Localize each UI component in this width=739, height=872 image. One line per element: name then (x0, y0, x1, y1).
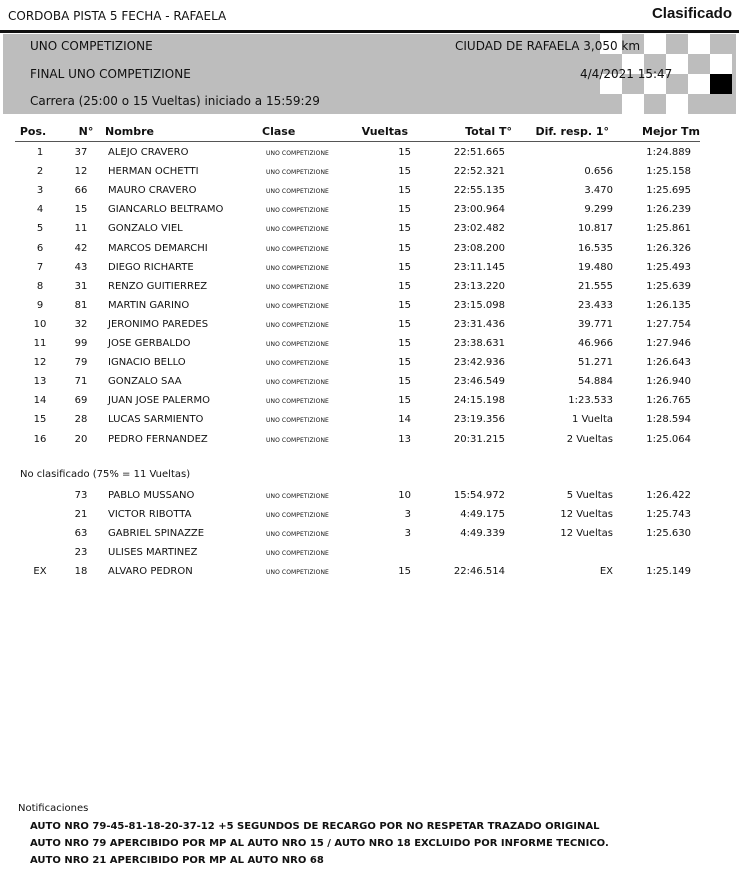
cell-total-time: 23:42.936 (453, 357, 505, 369)
cell-best-lap: 1:25.630 (646, 528, 691, 539)
cell-gap: 1:23.533 (568, 395, 613, 407)
cell-class: UNO COMPETIZIONE (266, 360, 329, 368)
cell-class: UNO COMPETIZIONE (266, 226, 329, 234)
cell-name: PABLO MUSSANO (108, 490, 195, 501)
cell-class: UNO COMPETIZIONE (266, 169, 329, 177)
cell-name: GABRIEL SPINAZZE (108, 528, 205, 539)
event-info-box (3, 34, 736, 114)
cell-gap: 0.656 (584, 166, 613, 178)
cell-pos: 14 (33, 395, 47, 407)
cell-total-time: 22:55.135 (453, 185, 505, 197)
cell-name: ULISES MARTINEZ (108, 547, 198, 558)
cell-laps: 15 (398, 223, 411, 235)
cell-pos: 11 (33, 338, 47, 349)
cell-gap: 10.817 (578, 223, 613, 235)
table-row (0, 563, 739, 582)
cell-best-lap: 1:28.594 (646, 414, 691, 426)
cell-total-time: 23:00.964 (453, 204, 505, 216)
cell-number: 15 (74, 204, 88, 216)
cell-number: 11 (74, 223, 88, 235)
cell-class: UNO COMPETIZIONE (266, 188, 329, 196)
cell-laps: 15 (398, 280, 411, 292)
table-row (0, 316, 739, 335)
cell-laps: 15 (398, 318, 411, 330)
cell-class: UNO COMPETIZIONE (266, 245, 329, 253)
cell-gap: 39.771 (578, 318, 613, 330)
cell-gap: 1 Vuelta (571, 414, 613, 426)
cell-best-lap: 1:25.158 (646, 166, 691, 178)
cell-name: HERMAN OCHETTI (108, 166, 199, 178)
cell-number: 43 (74, 261, 88, 273)
cell-number: 12 (74, 166, 88, 178)
cell-best-lap: 1:26.326 (646, 242, 691, 254)
cell-class: UNO COMPETIZIONE (266, 493, 329, 500)
cell-best-lap: 1:25.493 (646, 261, 691, 273)
cell-laps: 15 (398, 338, 411, 349)
col-total-time: Total T° (465, 125, 512, 138)
cell-class: UNO COMPETIZIONE (266, 321, 329, 329)
cell-name: JOSE GERBALDO (108, 338, 191, 349)
cell-name: ALEJO CRAVERO (108, 147, 189, 158)
cell-name: ALVARO PEDRON (108, 566, 193, 577)
cell-number: 18 (74, 566, 88, 577)
cell-pos: EX (33, 566, 47, 577)
series-name: UNO COMPETIZIONE (30, 39, 153, 53)
cell-class: UNO COMPETIZIONE (266, 283, 329, 291)
circuit-name: CIUDAD DE RAFAELA 3,050 km (455, 39, 641, 53)
cell-gap: 54.884 (578, 376, 613, 388)
status-title: Clasificado (651, 5, 732, 22)
cell-pos: 7 (36, 261, 44, 273)
cell-number: 63 (74, 528, 88, 539)
cell-laps: 15 (398, 395, 411, 407)
table-row (0, 392, 739, 411)
event-title: CORDOBA PISTA 5 FECHA - RAFAELA (8, 9, 227, 23)
cell-name: PEDRO FERNANDEZ (108, 433, 208, 445)
table-row (0, 144, 739, 163)
cell-best-lap: 1:25.695 (646, 185, 691, 197)
cell-pos: 6 (36, 242, 44, 254)
cell-best-lap: 1:26.643 (646, 357, 691, 369)
cell-laps: 15 (398, 566, 411, 577)
cell-gap: 2 Vueltas (566, 433, 613, 445)
cell-gap: 3.470 (584, 185, 613, 197)
table-row (0, 354, 739, 373)
table-row (0, 506, 739, 525)
cell-total-time: 23:08.200 (453, 242, 505, 254)
cell-gap: 12 Vueltas (560, 509, 613, 520)
cell-best-lap: 1:26.422 (646, 490, 691, 501)
race-info: Carrera (25:00 o 15 Vueltas) iniciado a 15:59:29 (30, 94, 320, 108)
cell-number: 69 (74, 395, 88, 407)
cell-class: UNO COMPETIZIONE (266, 150, 329, 157)
cell-laps: 15 (398, 166, 411, 178)
cell-class: UNO COMPETIZIONE (266, 379, 329, 387)
top-bar (0, 0, 739, 33)
cell-pos: 2 (36, 166, 44, 178)
notification-line: AUTO NRO 79 APERCIBIDO POR MP AL AUTO NRO 15 / AUTO NRO 18 EXCLUIDO POR INFORME TECNICO. (30, 838, 609, 849)
cell-class: UNO COMPETIZIONE (266, 531, 329, 538)
cell-class: UNO COMPETIZIONE (266, 569, 329, 576)
cell-name: MAURO CRAVERO (108, 185, 197, 197)
cell-laps: 3 (404, 509, 411, 520)
cell-best-lap: 1:26.765 (646, 395, 691, 407)
cell-pos: 9 (36, 299, 44, 311)
col-best-lap: Mejor Tm (642, 125, 700, 138)
cell-gap: 51.271 (578, 357, 613, 369)
col-name: Nombre (105, 125, 154, 138)
cell-best-lap: 1:25.743 (646, 509, 691, 520)
cell-gap: 12 Vueltas (560, 528, 613, 539)
cell-gap: 23.433 (578, 299, 613, 311)
table-row (0, 544, 739, 563)
table-row (0, 373, 739, 392)
cell-pos: 16 (33, 433, 47, 445)
cell-number: 66 (74, 185, 88, 197)
cell-laps: 15 (398, 185, 411, 197)
cell-total-time: 23:11.145 (453, 261, 505, 273)
cell-number: 31 (74, 280, 88, 292)
cell-name: GONZALO VIEL (108, 223, 183, 235)
cell-total-time: 4:49.175 (460, 509, 505, 520)
cell-laps: 15 (398, 147, 411, 158)
cell-total-time: 24:15.198 (453, 395, 505, 407)
cell-best-lap: 1:24.889 (646, 147, 691, 158)
cell-number: 99 (74, 338, 88, 349)
col-gap: Dif. resp. 1° (535, 125, 609, 138)
col-number: N° (78, 125, 94, 138)
cell-laps: 15 (398, 299, 411, 311)
table-row (0, 335, 739, 354)
cell-pos: 10 (33, 318, 47, 330)
cell-laps: 15 (398, 242, 411, 254)
cell-class: UNO COMPETIZIONE (266, 207, 329, 215)
cell-laps: 15 (398, 357, 411, 369)
cell-name: DIEGO RICHARTE (108, 261, 194, 273)
cell-gap: 19.480 (578, 261, 613, 273)
table-row (0, 278, 739, 297)
cell-number: 73 (74, 490, 88, 501)
not-classified-label: No clasificado (75% = 11 Vueltas) (20, 469, 191, 480)
cell-total-time: 22:52.321 (453, 166, 505, 178)
cell-total-time: 4:49.339 (460, 528, 505, 539)
cell-gap: 9.299 (584, 204, 613, 216)
cell-pos: 1 (36, 147, 44, 158)
cell-best-lap: 1:25.149 (646, 566, 691, 577)
cell-name: RENZO GUITIERREZ (108, 280, 208, 292)
table-row (0, 487, 739, 506)
table-row (0, 259, 739, 278)
cell-class: UNO COMPETIZIONE (266, 264, 329, 272)
table-row (0, 240, 739, 259)
table-row (0, 411, 739, 430)
col-pos: Pos. (19, 125, 47, 138)
cell-total-time: 23:13.220 (453, 280, 505, 292)
notification-line: AUTO NRO 21 APERCIBIDO POR MP AL AUTO NRO 68 (30, 855, 324, 866)
cell-total-time: 23:02.482 (453, 223, 505, 235)
table-row (0, 201, 739, 220)
cell-name: IGNACIO BELLO (108, 357, 186, 369)
cell-pos: 4 (36, 204, 44, 216)
cell-total-time: 23:46.549 (453, 376, 505, 388)
cell-gap: 46.966 (578, 338, 613, 349)
cell-best-lap: 1:25.639 (646, 280, 691, 292)
cell-best-lap: 1:25.064 (646, 433, 691, 445)
cell-number: 28 (74, 414, 88, 426)
table-row (0, 163, 739, 182)
notification-line: AUTO NRO 79-45-81-18-20-37-12 +5 SEGUNDOS DE RECARGO POR NO RESPETAR TRAZADO ORIGINAL (30, 821, 600, 832)
cell-laps: 15 (398, 204, 411, 216)
cell-best-lap: 1:26.239 (646, 204, 691, 216)
cell-pos: 12 (33, 357, 47, 369)
cell-name: MARTIN GARINO (108, 299, 190, 311)
session-name: FINAL UNO COMPETIZIONE (30, 67, 191, 81)
cell-name: VICTOR RIBOTTA (108, 509, 192, 520)
table-row (0, 220, 739, 239)
cell-class: UNO COMPETIZIONE (266, 398, 329, 406)
cell-class: UNO COMPETIZIONE (266, 436, 329, 444)
cell-total-time: 23:38.631 (453, 338, 505, 349)
cell-total-time: 23:19.356 (453, 414, 505, 426)
cell-number: 37 (74, 147, 88, 158)
cell-total-time: 20:31.215 (453, 433, 505, 445)
cell-number: 32 (74, 318, 88, 330)
cell-class: UNO COMPETIZIONE (266, 550, 329, 557)
cell-pos: 5 (36, 223, 44, 235)
cell-total-time: 22:51.665 (453, 147, 505, 158)
cell-class: UNO COMPETIZIONE (266, 302, 329, 310)
cell-laps: 15 (398, 261, 411, 273)
cell-pos: 13 (33, 376, 47, 388)
cell-best-lap: 1:26.135 (646, 299, 691, 311)
cell-laps: 13 (398, 433, 411, 445)
table-row (0, 525, 739, 544)
cell-laps: 10 (398, 490, 411, 501)
cell-gap: 5 Vueltas (566, 490, 613, 501)
cell-pos: 3 (36, 185, 44, 197)
cell-pos: 8 (36, 280, 44, 292)
cell-best-lap: 1:27.754 (646, 318, 691, 330)
header-divider (15, 141, 700, 142)
col-class: Clase (262, 125, 296, 138)
notifications-label: Notificaciones (18, 803, 89, 814)
cell-number: 79 (74, 357, 88, 369)
cell-gap: EX (599, 566, 613, 577)
cell-best-lap: 1:27.946 (646, 338, 691, 349)
cell-name: GONZALO SAA (108, 376, 182, 388)
cell-number: 71 (74, 376, 88, 388)
cell-laps: 14 (398, 414, 411, 426)
table-row (0, 182, 739, 201)
cell-total-time: 23:15.098 (453, 299, 505, 311)
cell-number: 23 (74, 547, 88, 558)
cell-best-lap: 1:25.861 (646, 223, 691, 235)
cell-number: 81 (74, 299, 88, 311)
cell-number: 20 (74, 433, 88, 445)
col-laps: Vueltas (361, 125, 408, 138)
cell-gap: 21.555 (578, 280, 613, 292)
cell-class: UNO COMPETIZIONE (266, 417, 329, 425)
cell-name: LUCAS SARMIENTO (108, 414, 204, 426)
cell-pos: 15 (33, 414, 47, 426)
cell-name: MARCOS DEMARCHI (108, 242, 208, 254)
table-row (0, 431, 739, 450)
cell-best-lap: 1:26.940 (646, 376, 691, 388)
cell-gap: 16.535 (578, 242, 613, 254)
cell-number: 21 (74, 509, 88, 520)
session-datetime: 4/4/2021 15:47 (580, 67, 673, 81)
cell-total-time: 22:46.514 (453, 566, 505, 577)
table-row (0, 297, 739, 316)
cell-name: JERONIMO PAREDES (108, 318, 209, 330)
cell-total-time: 23:31.436 (453, 318, 505, 330)
cell-name: JUAN JOSE PALERMO (108, 395, 211, 407)
cell-total-time: 15:54.972 (453, 490, 505, 501)
cell-laps: 15 (398, 376, 411, 388)
cell-laps: 3 (404, 528, 411, 539)
cell-name: GIANCARLO BELTRAMO (108, 204, 224, 216)
cell-class: UNO COMPETIZIONE (266, 341, 329, 348)
cell-number: 42 (74, 242, 88, 254)
cell-class: UNO COMPETIZIONE (266, 512, 329, 519)
